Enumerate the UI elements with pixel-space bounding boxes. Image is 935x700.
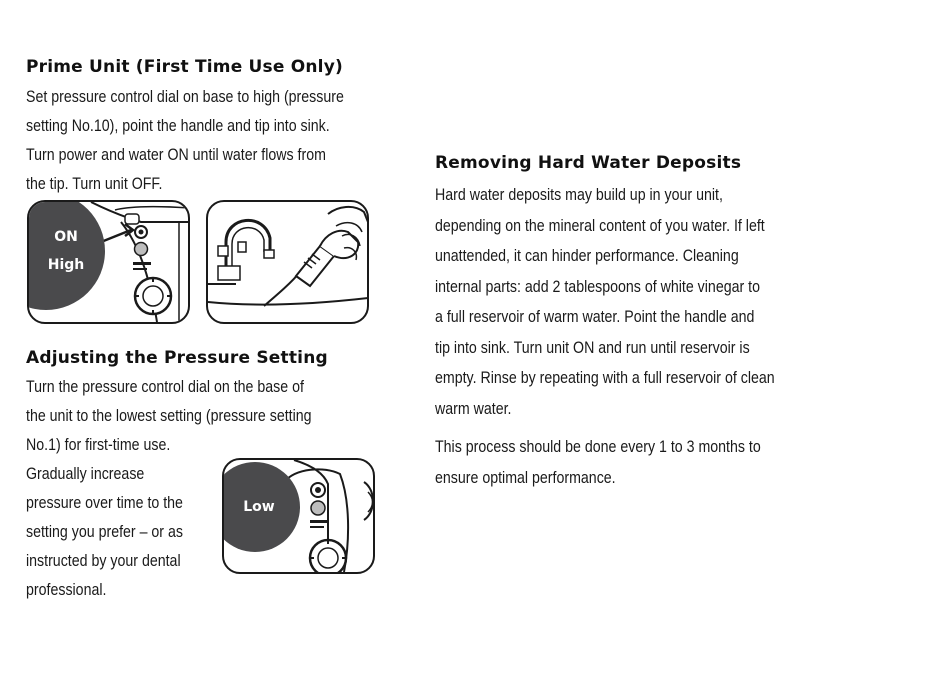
text-line: Set pressure control dial on base to high (pressure xyxy=(26,88,344,106)
text-line: Turn power and water ON until water flows from xyxy=(26,146,326,164)
badge-low-label: Low xyxy=(243,499,275,515)
maintenance-frequency-text xyxy=(435,432,761,493)
text-line: setting No.10), point the handle and tip into sink. xyxy=(26,117,330,135)
text-line: the unit to the lowest setting (pressure setting xyxy=(26,407,312,425)
text-line: Turn the pressure control dial on the base of xyxy=(26,378,304,396)
removing-deposits-text xyxy=(435,180,775,424)
text-line: Gradually increase xyxy=(26,465,145,483)
badge-high-label: High xyxy=(47,257,85,273)
prime-unit-text xyxy=(26,83,344,199)
sink-faucet-illustration xyxy=(206,200,369,324)
prime-unit-heading: Prime Unit (First Time Use Only) xyxy=(26,57,343,77)
text-line: empty. Rinse by repeating with a full reservoir of clean xyxy=(435,369,775,387)
removing-deposits-heading: Removing Hard Water Deposits xyxy=(435,153,742,173)
text-line: setting you prefer – or as xyxy=(26,523,183,541)
text-line: No.1) for first-time use. xyxy=(26,436,171,454)
badge-on-label: ON xyxy=(54,229,78,245)
text-line: tip into sink. Turn unit ON and run until reservoir is xyxy=(435,338,750,357)
text-line: depending on the mineral content of you water. If left xyxy=(435,216,765,235)
low-setting-illustration xyxy=(222,458,375,574)
text-line: This process should be done every 1 to 3 months to xyxy=(435,438,761,456)
text-line: internal parts: add 2 tablespoons of white vinegar to xyxy=(435,277,760,296)
text-line: the tip. Turn unit OFF. xyxy=(26,175,163,193)
text-line: warm water. xyxy=(435,399,512,418)
text-line: ensure optimal performance. xyxy=(435,468,616,487)
on-high-illustration xyxy=(27,200,190,324)
text-line: professional. xyxy=(26,581,107,599)
text-line: a full reservoir of warm water. Point the handle and xyxy=(435,308,755,326)
text-line: unattended, it can hinder performance. Cleaning xyxy=(435,247,739,265)
text-line: instructed by your dental xyxy=(26,552,181,570)
adjusting-pressure-heading: Adjusting the Pressure Setting xyxy=(26,348,328,368)
text-line: pressure over time to the xyxy=(26,494,183,512)
text-line: Hard water deposits may build up in your unit, xyxy=(435,186,723,204)
